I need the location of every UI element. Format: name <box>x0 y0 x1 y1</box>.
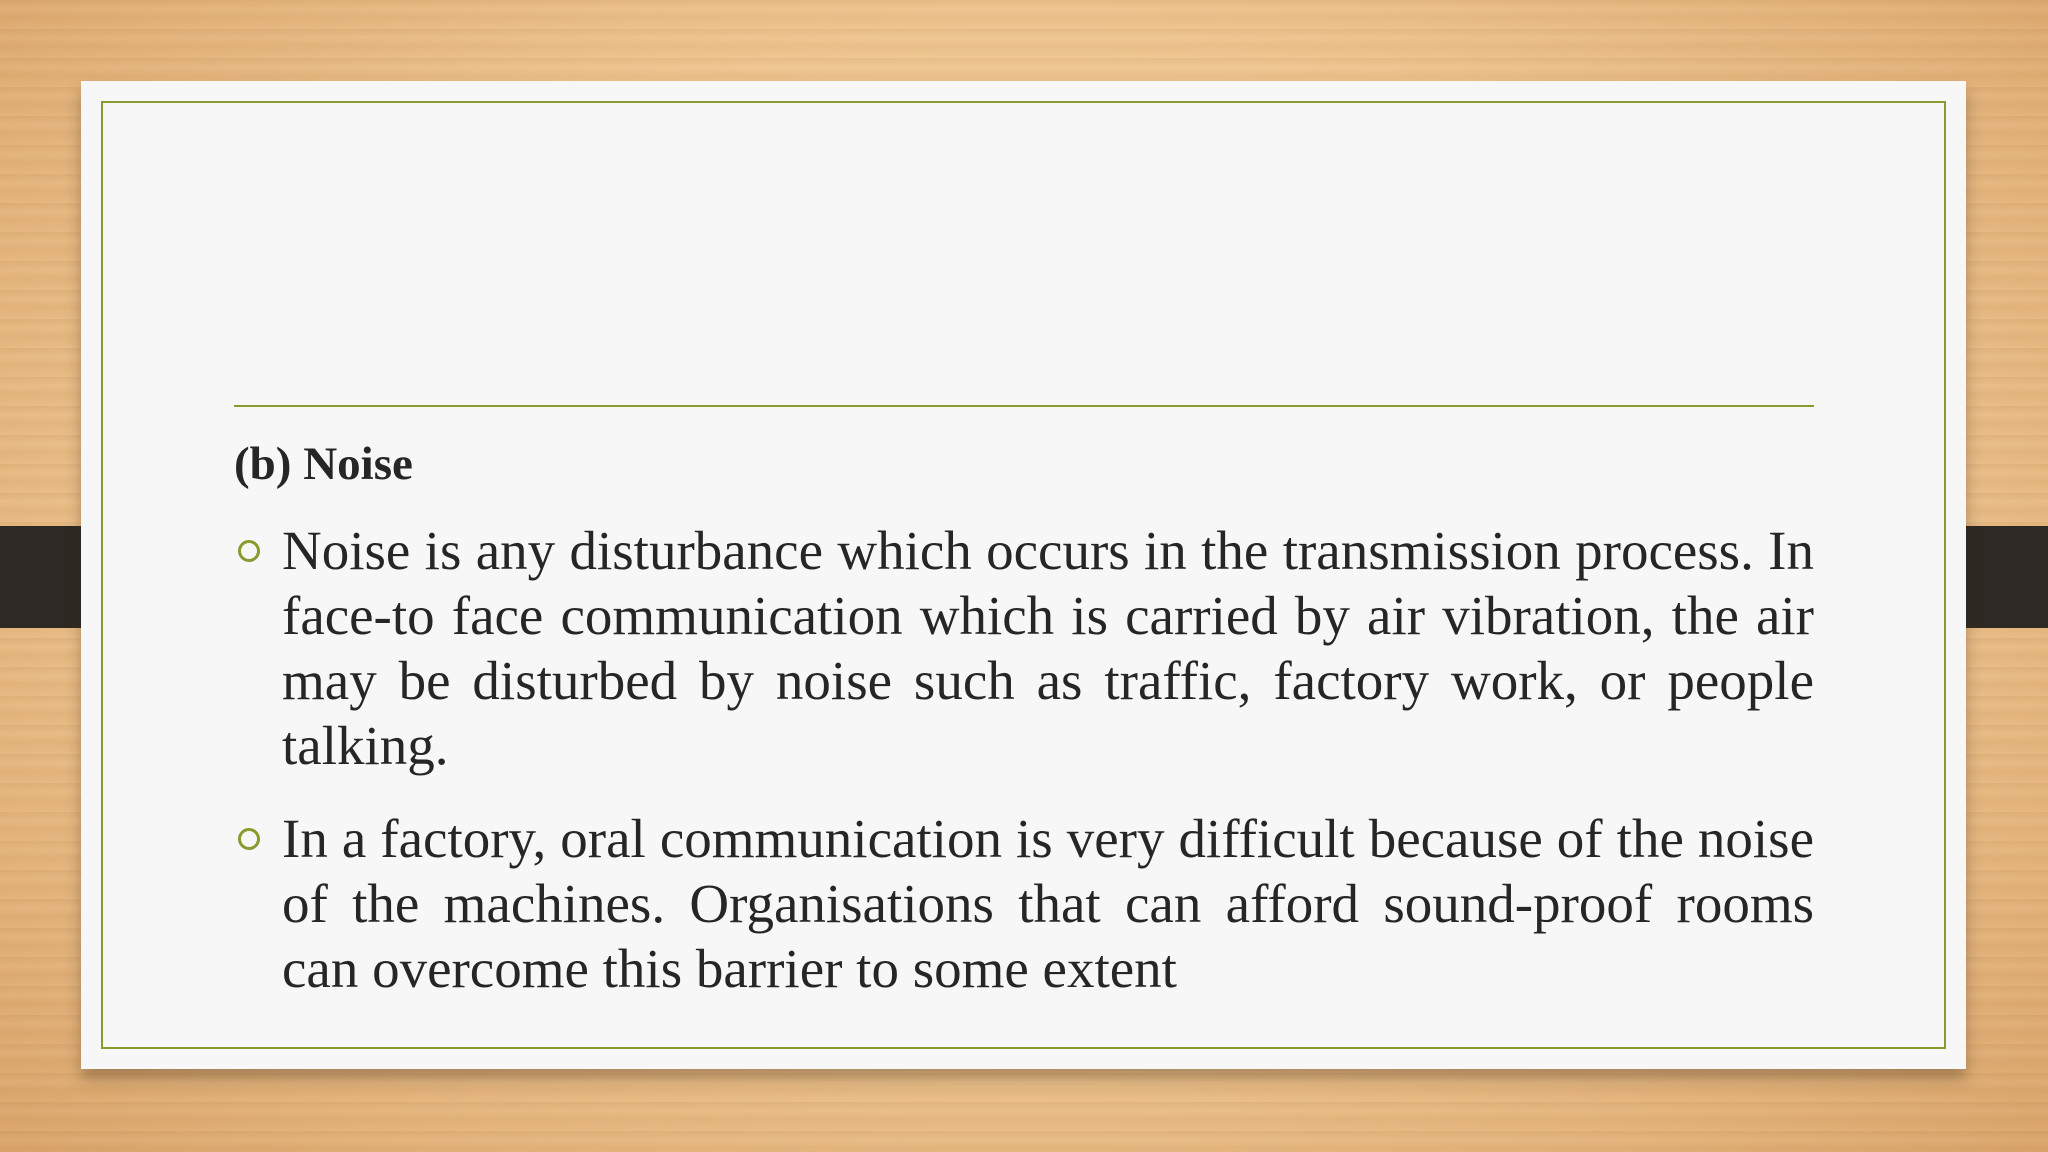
bullet-list <box>234 518 1814 1029</box>
bullet-item <box>234 806 1814 1001</box>
title-divider <box>234 405 1814 407</box>
circle-bullet-icon <box>238 828 260 850</box>
bullet-text: In a factory, oral communication is very difficult because of the noise of the machines. Organisations that can afford sound-proof rooms can overcome this barrier to some extent <box>282 808 1814 999</box>
bullet-text: Noise is any disturbance which occurs in the transmission process. In face-to face communication which is carried by air vibration, the air may be disturbed by noise such as traffic, factory work, or people talking. <box>282 520 1814 776</box>
circle-bullet-icon <box>238 540 260 562</box>
bullet-item <box>234 518 1814 778</box>
slide-heading: (b) Noise <box>234 438 413 490</box>
